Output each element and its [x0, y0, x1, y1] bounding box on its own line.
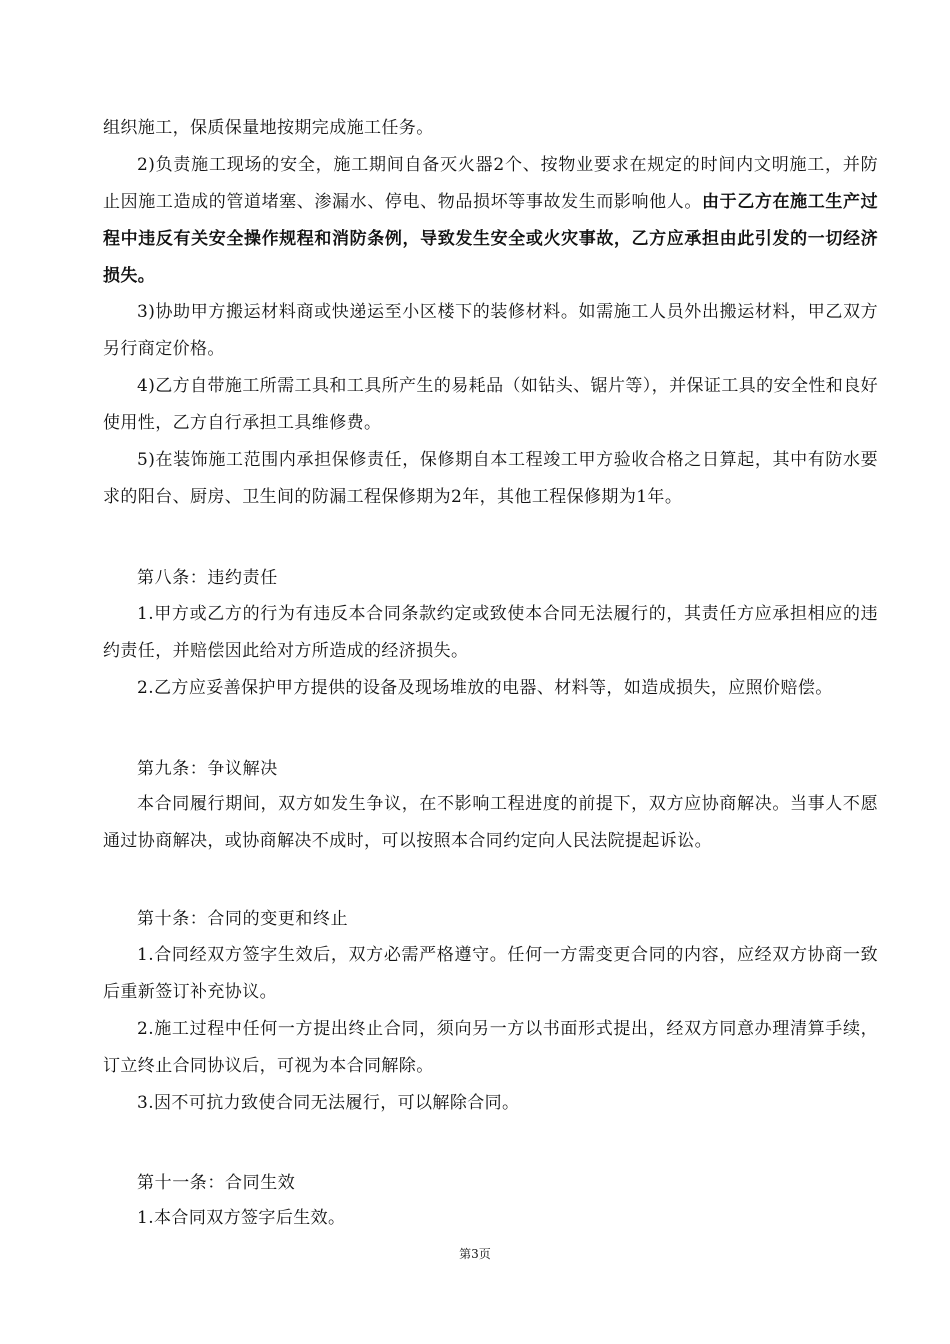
paragraph-text: 2)负责施工现场的安全，施工期间自备灭火器2个、按物业要求在规定的时间内文明施工，并防止因施工造成的管道堵塞、渗漏水、停电、物品损坏等事故发生而影响他人。: [103, 155, 878, 212]
section-heading-9: 第九条：争议解决: [137, 759, 278, 779]
section-10-item-2: 2.施工过程中任何一方提出终止合同，须向另一方以书面形式提出，经双方同意办理清算手续，订立终止合同协议后，可视为本合同解除。: [103, 1019, 878, 1076]
bold-emphasis-text: 由于乙方在施工生产过程中违反有关安全操作规程和消防条例，导致发生安全或火灾事故，乙方应承担由此引发的一切经济损失。: [103, 192, 878, 286]
section-8-item-2: 2.乙方应妥善保护甲方提供的设备及现场堆放的电器、材料等，如造成损失，应照价赔偿。: [137, 678, 833, 698]
section-8-item-1: 1.甲方或乙方的行为有违反本合同条款约定或致使本合同无法履行的，其责任方应承担相应的违约责任，并赔偿因此给对方所造成的经济损失。: [103, 604, 878, 661]
clause-item-3: [103, 294, 878, 368]
clause-item-2: [103, 147, 878, 295]
page-number: 第3页: [459, 1247, 491, 1261]
clause-item-4: [103, 368, 878, 442]
section-heading-11: 第十一条：合同生效: [137, 1173, 296, 1193]
section-10-item-1: 1.合同经双方签字生效后，双方必需严格遵守。任何一方需变更合同的内容，应经双方协商一致后重新签订补充协议。: [103, 945, 878, 1002]
section-heading-10: 第十条：合同的变更和终止: [137, 909, 349, 929]
paragraph-continuation: [103, 110, 878, 147]
paragraph-text: 5)在装饰施工范围内承担保修责任，保修期自本工程竣工甲方验收合格之日算起，其中有防水要求的阳台、厨房、卫生间的防漏工程保修期为2年，其他工程保修期为1年。: [103, 450, 878, 507]
paragraph-text: 组织施工，保质保量地按期完成施工任务。: [103, 118, 434, 138]
paragraph-text: 4)乙方自带施工所需工具和工具所产生的易耗品（如钻头、锯片等），并保证工具的安全性和良好使用性，乙方自行承担工具维修费。: [103, 376, 878, 433]
section-heading-8: 第八条：违约责任: [137, 568, 278, 588]
section-9-item-1: 本合同履行期间，双方如发生争议，在不影响工程进度的前提下，双方应协商解决。当事人不愿通过协商解决，或协商解决不成时，可以按照本合同约定向人民法院提起诉讼。: [103, 794, 878, 851]
clause-item-5: [103, 442, 878, 516]
section-11-item-1: 1.本合同双方签字后生效。: [137, 1208, 346, 1228]
section-10-item-3: 3.因不可抗力致使合同无法履行，可以解除合同。: [137, 1093, 520, 1113]
paragraph-text: 3)协助甲方搬运材料商或快递运至小区楼下的装修材料。如需施工人员外出搬运材料，甲乙双方另行商定价格。: [103, 302, 878, 359]
